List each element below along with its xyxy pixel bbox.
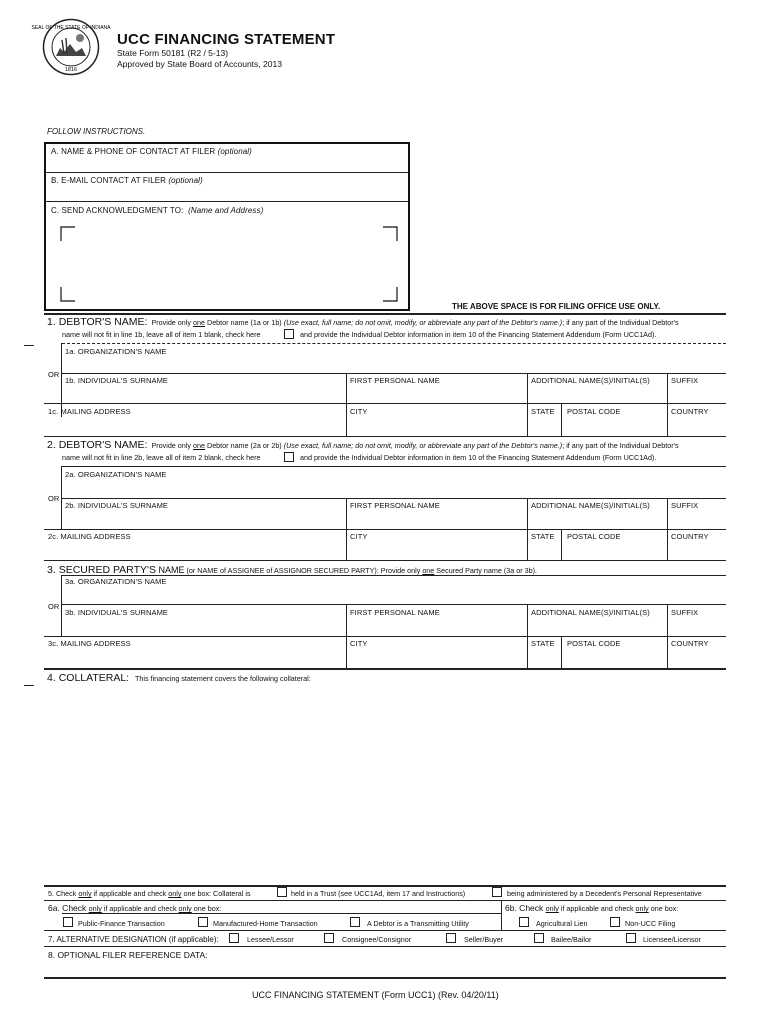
secured-surname-label: 3b. INDIVIDUAL'S SURNAME <box>65 608 169 617</box>
collateral-num: 4. <box>47 672 59 684</box>
item5-only2: only <box>168 889 182 898</box>
secured-org-input[interactable] <box>66 588 722 600</box>
debtor1-country-label: COUNTRY <box>671 407 709 416</box>
form-footer: UCC FINANCING STATEMENT (Form UCC1) (Rev. 04/20/11) <box>252 990 499 1000</box>
svg-text:SEAL OF THE STATE OF INDIANA: SEAL OF THE STATE OF INDIANA <box>31 25 111 31</box>
debtor2-or: OR <box>48 494 60 503</box>
seller-buyer-checkbox[interactable] <box>446 933 456 943</box>
bailee-bailor-label: Bailee/Bailor <box>551 935 592 944</box>
debtor1-state-input[interactable] <box>531 419 558 431</box>
collateral-heading <box>47 672 311 684</box>
debtor1-one: one <box>193 318 205 327</box>
transmitting-utility-checkbox[interactable] <box>350 917 360 927</box>
debtor1-title: DEBTOR'S NAME: <box>58 316 148 328</box>
item5-label <box>48 889 251 898</box>
debtor2-line2-b: and provide the Individual Debtor information in item 10 of the Financing Statement Addendum (Form UCC1Ad). <box>300 453 657 462</box>
item6a-only: only <box>88 904 102 913</box>
debtor2-num: 2. <box>47 439 59 451</box>
item6a-label-c: one box: <box>191 904 222 913</box>
item6a-label <box>48 903 221 913</box>
debtor1-state-label: STATE <box>531 407 555 416</box>
debtor2-org-label: 2a. ORGANIZATION'S NAME <box>65 470 167 479</box>
form-approval: Approved by State Board of Accounts, 2013 <box>117 59 282 69</box>
debtor2-mailing-input[interactable] <box>48 544 342 556</box>
filer-email-optional: (optional) <box>168 176 203 185</box>
debtor1-mailing-label: 1c. MAILING ADDRESS <box>48 407 131 416</box>
seller-buyer-label: Seller/Buyer <box>464 935 504 944</box>
debtor2-line2b-wrap <box>300 453 656 462</box>
debtor1-line2-b: and provide the Individual Debtor information in item 10 of the Financing Statement Addendum (Form UCC1Ad). <box>300 330 657 339</box>
debtor1-instr-a: Provide only <box>151 318 193 327</box>
secured-title2: NAME <box>156 565 185 575</box>
debtor2-first-input[interactable] <box>350 513 522 525</box>
debtor1-line2b-wrap <box>300 330 656 339</box>
debtor1-line2-a: name will not fit in line 1b, leave all of item 1 blank, check here <box>62 330 261 339</box>
item6b-only: only <box>545 904 559 913</box>
debtor1-mailing-input[interactable] <box>48 419 342 431</box>
secured-first-label: FIRST PERSONAL NAME <box>350 608 440 617</box>
debtor2-country-label: COUNTRY <box>671 532 709 541</box>
collateral-title: COLLATERAL: <box>58 672 130 684</box>
decedent-label: being administered by a Decedent's Personal Representative <box>507 889 702 898</box>
form-number: State Form 50181 (R2 / 5-13) <box>117 48 229 58</box>
secured-additional-input[interactable] <box>531 620 663 632</box>
collateral-text: This financing statement covers the following collateral: <box>134 674 311 683</box>
secured-mailing-label: 3c. MAILING ADDRESS <box>48 639 131 648</box>
debtor2-addendum-checkbox[interactable] <box>284 452 294 462</box>
licensee-licensor-checkbox[interactable] <box>626 933 636 943</box>
secured-additional-label: ADDITIONAL NAME(S)/INITIAL(S) <box>531 608 650 617</box>
acknowledgment-address-input[interactable] <box>72 232 388 298</box>
debtor2-suffix-input[interactable] <box>671 513 723 525</box>
secured-surname-input[interactable] <box>66 620 342 632</box>
debtor2-postal-label: POSTAL CODE <box>567 532 621 541</box>
debtor2-one: one <box>193 441 205 450</box>
item6a-only2: only <box>178 904 192 913</box>
debtor2-instr-b: Debtor name (2a or 2b) <box>205 441 284 450</box>
secured-state-label: STATE <box>531 639 555 648</box>
debtor1-heading <box>47 316 679 328</box>
lessee-lessor-label: Lessee/Lessor <box>247 935 294 944</box>
debtor1-org-label: 1a. ORGANIZATION'S NAME <box>65 347 167 356</box>
debtor1-instr-c: ; if any part of the Individual Debtor's <box>562 318 679 327</box>
secured-postal-label: POSTAL CODE <box>567 639 621 648</box>
bracket-top-right-icon <box>382 226 398 242</box>
seal-year: 1816 <box>64 67 78 73</box>
secured-num: 3. <box>47 564 59 576</box>
debtor2-first-label: FIRST PERSONAL NAME <box>350 501 440 510</box>
debtor2-surname-label: 2b. INDIVIDUAL'S SURNAME <box>65 501 169 510</box>
debtor1-line2 <box>62 330 261 339</box>
item6b-label <box>505 903 678 913</box>
secured-postal-input[interactable] <box>566 651 663 663</box>
debtor1-additional-input[interactable] <box>531 387 663 399</box>
agricultural-lien-label: Agricultural Lien <box>536 919 588 928</box>
filer-contact-label <box>51 147 252 156</box>
secured-mailing-input[interactable] <box>48 651 342 663</box>
debtor2-additional-label: ADDITIONAL NAME(S)/INITIAL(S) <box>531 501 650 510</box>
item5-label-a: 5. Check <box>48 889 79 898</box>
secured-one: one <box>422 566 435 575</box>
debtor1-addendum-checkbox[interactable] <box>284 329 294 339</box>
consignee-consignor-checkbox[interactable] <box>324 933 334 943</box>
acknowledgment-label <box>51 206 263 215</box>
debtor2-heading <box>47 439 679 451</box>
debtor1-suffix-input[interactable] <box>671 387 723 399</box>
debtor1-instr-b: Debtor name (1a or 1b) <box>205 318 284 327</box>
debtor2-instr-italic: (Use exact, full name; do not omit, modify, or abbreviate any part of the Debtor's name.) <box>283 441 563 450</box>
item6b-label-a: 6b. Check <box>505 903 546 913</box>
debtor2-mailing-label: 2c. MAILING ADDRESS <box>48 532 131 541</box>
debtor1-or: OR <box>48 370 60 379</box>
non-ucc-filing-label: Non-UCC Filing <box>625 919 676 928</box>
public-finance-checkbox[interactable] <box>63 917 73 927</box>
debtor1-surname-label: 1b. INDIVIDUAL'S SURNAME <box>65 376 169 385</box>
debtor2-title: DEBTOR'S NAME: <box>58 439 148 451</box>
debtor2-city-input[interactable] <box>350 544 522 556</box>
item6a-label-b: if applicable and check <box>101 904 179 913</box>
item6a-label-a: 6a. Check <box>48 903 89 913</box>
form-title: UCC FINANCING STATEMENT <box>117 31 336 48</box>
bracket-bottom-right-icon <box>382 286 398 302</box>
secured-first-input[interactable] <box>350 620 522 632</box>
filer-contact-optional: (optional) <box>217 147 252 156</box>
debtor1-postal-label: POSTAL CODE <box>567 407 621 416</box>
debtor1-city-input[interactable] <box>350 419 522 431</box>
debtor2-state-input[interactable] <box>531 544 558 556</box>
acknowledgment-hint: (Name and Address) <box>188 206 264 215</box>
debtor2-state-label: STATE <box>531 532 555 541</box>
filing-office-note: THE ABOVE SPACE IS FOR FILING OFFICE USE ONLY. <box>452 302 661 311</box>
debtor2-postal-input[interactable] <box>566 544 663 556</box>
debtor1-first-label: FIRST PERSONAL NAME <box>350 376 440 385</box>
item5-label-b: if applicable and check <box>91 889 169 898</box>
debtor2-instr-a: Provide only <box>151 441 193 450</box>
trust-label: held in a Trust (see UCC1Ad, item 17 and Instructions) <box>291 889 466 898</box>
debtor2-additional-input[interactable] <box>531 513 663 525</box>
bracket-bottom-left-icon <box>60 286 76 302</box>
item5-only: only <box>78 889 92 898</box>
item8-label: 8. OPTIONAL FILER REFERENCE DATA: <box>48 950 208 960</box>
acknowledgment-text: C. SEND ACKNOWLEDGMENT TO: <box>51 206 184 215</box>
secured-country-input[interactable] <box>671 651 723 663</box>
item5-label-c: one box: Collateral is <box>181 889 251 898</box>
item6b-label-b: if applicable and check <box>558 904 636 913</box>
item7-label: 7. ALTERNATIVE DESIGNATION (if applicable): <box>48 935 219 944</box>
licensee-licensor-label: Licensee/Licensor <box>643 935 701 944</box>
lessee-lessor-checkbox[interactable] <box>229 933 239 943</box>
filer-contact-input[interactable] <box>50 158 404 170</box>
debtor2-city-label: CITY <box>350 532 368 541</box>
manufactured-home-checkbox[interactable] <box>198 917 208 927</box>
debtor2-country-input[interactable] <box>671 544 723 556</box>
consignee-consignor-label: Consignee/Consignor <box>342 935 412 944</box>
state-seal <box>31 18 111 76</box>
debtor1-num: 1. <box>47 316 59 328</box>
non-ucc-filing-checkbox[interactable] <box>610 917 620 927</box>
filer-email-input[interactable] <box>50 187 404 199</box>
debtor1-org-input[interactable] <box>66 358 722 370</box>
debtor1-postal-input[interactable] <box>566 419 663 431</box>
item6b-label-c: one box: <box>648 904 679 913</box>
manufactured-home-label: Manufactured-Home Transaction <box>213 919 318 928</box>
decedent-checkbox[interactable] <box>492 887 502 897</box>
filer-email-label <box>51 176 203 185</box>
debtor1-surname-input[interactable] <box>66 387 342 399</box>
secured-suffix-input[interactable] <box>671 620 723 632</box>
debtor1-additional-label: ADDITIONAL NAME(S)/INITIAL(S) <box>531 376 650 385</box>
secured-org-label: 3a. ORGANIZATION'S NAME <box>65 577 167 586</box>
secured-suffix-label: SUFFIX <box>671 608 699 617</box>
debtor1-country-input[interactable] <box>671 419 723 431</box>
debtor2-suffix-label: SUFFIX <box>671 501 699 510</box>
secured-instr-a: (or NAME of ASSIGNEE of ASSIGNOR SECURED PARTY): Provide only <box>184 566 423 575</box>
transmitting-utility-label: A Debtor is a Transmitting Utility <box>367 919 469 928</box>
bracket-top-left-icon <box>60 226 76 242</box>
follow-instructions: FOLLOW INSTRUCTIONS. <box>47 127 146 136</box>
secured-or: OR <box>48 602 60 611</box>
filer-reference-input[interactable] <box>48 962 722 974</box>
debtor2-surname-input[interactable] <box>66 513 342 525</box>
filer-contact-text: A. NAME & PHONE OF CONTACT AT FILER <box>51 147 216 156</box>
debtor1-first-input[interactable] <box>350 387 522 399</box>
secured-instr-b: Secured Party name (3a or 3b). <box>434 566 537 575</box>
secured-country-label: COUNTRY <box>671 639 709 648</box>
debtor2-line2-a: name will not fit in line 2b, leave all of item 2 blank, check here <box>62 453 261 462</box>
secured-title: SECURED PARTY'S <box>58 564 156 576</box>
debtor1-suffix-label: SUFFIX <box>671 376 699 385</box>
bailee-bailor-checkbox[interactable] <box>534 933 544 943</box>
debtor2-instr-c: ; if any part of the Individual Debtor's <box>562 441 679 450</box>
secured-state-input[interactable] <box>531 651 558 663</box>
secured-city-input[interactable] <box>350 651 522 663</box>
debtor2-line2 <box>62 453 261 462</box>
collateral-input[interactable] <box>48 688 726 886</box>
debtor1-instr-italic: (Use exact, full name; do not omit, modify, or abbreviate any part of the Debtor's name.) <box>283 318 563 327</box>
public-finance-label: Public-Finance Transaction <box>78 919 165 928</box>
trust-checkbox[interactable] <box>277 887 287 897</box>
item6b-only2: only <box>635 904 649 913</box>
debtor1-city-label: CITY <box>350 407 368 416</box>
debtor2-org-input[interactable] <box>66 481 722 493</box>
agricultural-lien-checkbox[interactable] <box>519 917 529 927</box>
secured-city-label: CITY <box>350 639 368 648</box>
filer-email-text: B. E-MAIL CONTACT AT FILER <box>51 176 167 185</box>
